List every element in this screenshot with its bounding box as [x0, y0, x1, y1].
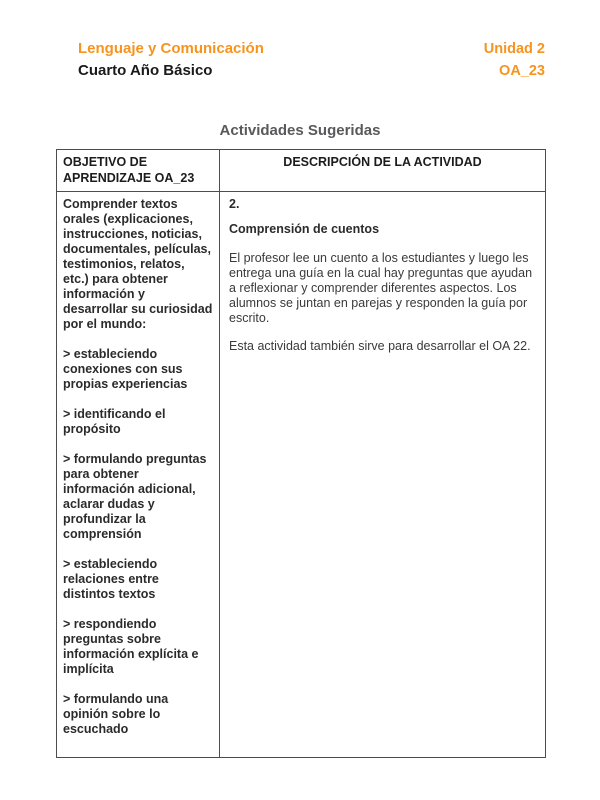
document-header — [78, 38, 545, 82]
subject-title: Lenguaje y Comunicación — [78, 40, 264, 57]
header-right-block — [484, 38, 545, 82]
activity-subtitle: Comprensión de cuentos — [229, 222, 380, 236]
activities-table — [56, 149, 546, 758]
table-header-row — [57, 150, 546, 192]
objective-bullet: > respondiendo preguntas sobre información explícita e implícita — [63, 617, 199, 676]
objective-bullet: > formulando una opinión sobre lo escuchado — [63, 692, 169, 736]
oa-code: OA_23 — [499, 63, 545, 79]
objective-cell — [57, 192, 220, 758]
grade-level: Cuarto Año Básico — [78, 62, 213, 79]
objective-intro: Comprender textos orales (explicaciones, instrucciones, noticias, documentales, películas, testimonios, relatos, etc.) para obtener información y desarrollar su curiosidad por el mundo: — [63, 197, 213, 331]
page-title: Actividades Sugeridas — [219, 122, 381, 139]
objective-bullet: > formulando preguntas para obtener información adicional, aclarar dudas y profundizar la comprensión — [63, 452, 207, 541]
activity-number: 2. — [229, 197, 240, 211]
unit-label: Unidad 2 — [483, 41, 545, 57]
objective-bullet: > estableciendo conexiones con sus propias experiencias — [63, 347, 188, 391]
objective-bullet: > estableciendo relaciones entre distintos textos — [63, 557, 159, 601]
objective-bullet: > identificando el propósito — [63, 407, 166, 436]
activity-note: Esta actividad también sirve para desarrollar el OA 22. — [229, 339, 531, 353]
description-column-header: DESCRIPCIÓN DE LA ACTIVIDAD — [220, 150, 546, 192]
header-left-block — [78, 38, 264, 82]
table-body-row — [57, 192, 546, 758]
activity-description-cell — [220, 192, 546, 758]
objective-column-header: OBJETIVO DE APRENDIZAJE OA_23 — [57, 150, 220, 192]
activity-paragraph: El profesor lee un cuento a los estudiantes y luego les entrega una guía en la cual hay preguntas que ayudan a reflexionar y comprender diferentes aspectos. Los alumnos se juntan en parejas y responden la guía por escrito. — [229, 251, 533, 325]
